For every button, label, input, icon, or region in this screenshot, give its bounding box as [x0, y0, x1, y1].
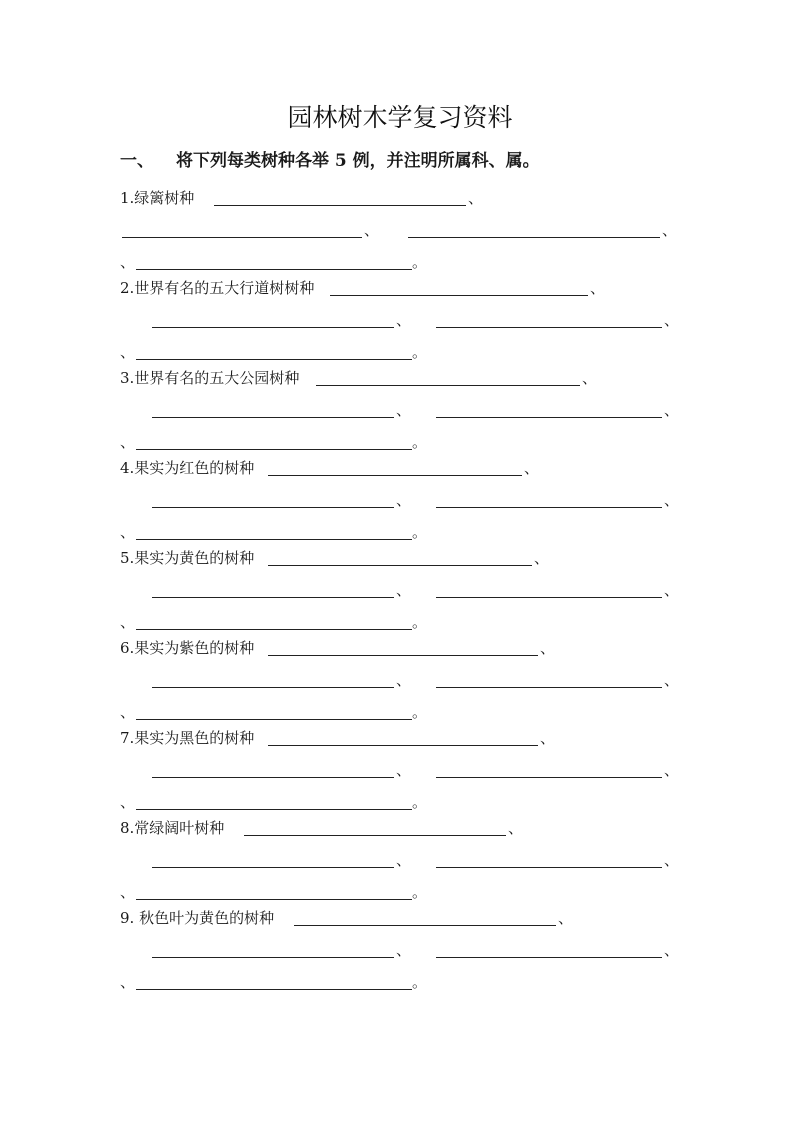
answer-blank-9-2[interactable] [152, 957, 394, 958]
separator-comma: 、 [590, 279, 606, 297]
separator-comma: 、 [664, 311, 680, 329]
separator-comma: 、 [664, 401, 680, 419]
answer-blank-9-4[interactable] [136, 989, 412, 990]
separator-comma: 、 [540, 639, 556, 657]
separator-comma: 、 [558, 909, 574, 927]
separator-period: 。 [412, 433, 428, 451]
separator-comma: 、 [540, 729, 556, 747]
answer-blank-7-4[interactable] [136, 809, 412, 810]
separator-period: 。 [412, 523, 428, 541]
answer-blank-5-3[interactable] [436, 597, 662, 598]
separator-comma: 、 [120, 793, 136, 811]
answer-blank-8-1[interactable] [244, 835, 506, 836]
separator-comma: 、 [534, 549, 550, 567]
separator-period: 。 [412, 883, 428, 901]
question-label-3: 3.世界有名的五大公园树种 [120, 369, 300, 387]
separator-period: 。 [412, 613, 428, 631]
answer-blank-7-2[interactable] [152, 777, 394, 778]
section-number: 一、 [120, 151, 154, 171]
answer-blank-4-2[interactable] [152, 507, 394, 508]
answer-blank-2-4[interactable] [136, 359, 412, 360]
separator-comma: 、 [120, 433, 136, 451]
separator-comma: 、 [664, 491, 680, 509]
answer-blank-4-3[interactable] [436, 507, 662, 508]
separator-period: 。 [412, 253, 428, 271]
separator-comma: 、 [664, 761, 680, 779]
answer-blank-1-2[interactable] [122, 237, 362, 238]
question-label-8: 8.常绿阔叶树种 [120, 819, 225, 837]
answer-blank-8-2[interactable] [152, 867, 394, 868]
answer-blank-6-2[interactable] [152, 687, 394, 688]
separator-comma: 、 [396, 581, 412, 599]
separator-comma: 、 [120, 883, 136, 901]
answer-blank-1-1[interactable] [214, 205, 466, 206]
separator-period: 。 [412, 343, 428, 361]
question-label-4: 4.果实为红色的树种 [120, 459, 255, 477]
separator-comma: 、 [664, 671, 680, 689]
separator-comma: 、 [120, 523, 136, 541]
question-label-9: 9. 秋色叶为黄色的树种 [120, 909, 275, 927]
separator-comma: 、 [120, 973, 136, 991]
question-label-6: 6.果实为紫色的树种 [120, 639, 255, 657]
answer-blank-8-4[interactable] [136, 899, 412, 900]
separator-comma: 、 [396, 851, 412, 869]
answer-blank-2-3[interactable] [436, 327, 662, 328]
separator-comma: 、 [364, 221, 380, 239]
answer-blank-1-3[interactable] [408, 237, 660, 238]
separator-comma: 、 [120, 613, 136, 631]
separator-comma: 、 [582, 369, 598, 387]
separator-comma: 、 [396, 941, 412, 959]
answer-blank-5-2[interactable] [152, 597, 394, 598]
separator-comma: 、 [120, 253, 136, 271]
separator-comma: 、 [396, 401, 412, 419]
answer-blank-7-1[interactable] [268, 745, 538, 746]
separator-comma: 、 [120, 703, 136, 721]
separator-comma: 、 [664, 941, 680, 959]
answer-blank-3-2[interactable] [152, 417, 394, 418]
separator-comma: 、 [396, 311, 412, 329]
answer-blank-5-4[interactable] [136, 629, 412, 630]
section-heading [120, 146, 540, 176]
answer-blank-7-3[interactable] [436, 777, 662, 778]
section-instruction: 将下列每类树种各举 5 例，并注明所属科、属。 [176, 151, 540, 171]
separator-comma: 、 [468, 189, 484, 207]
separator-comma: 、 [396, 491, 412, 509]
separator-comma: 、 [508, 819, 524, 837]
answer-blank-3-1[interactable] [316, 385, 580, 386]
separator-comma: 、 [662, 221, 678, 239]
separator-comma: 、 [396, 761, 412, 779]
answer-blank-9-1[interactable] [294, 925, 556, 926]
separator-period: 。 [412, 703, 428, 721]
answer-blank-3-4[interactable] [136, 449, 412, 450]
answer-blank-5-1[interactable] [268, 565, 532, 566]
answer-blank-3-3[interactable] [436, 417, 662, 418]
separator-comma: 、 [664, 851, 680, 869]
answer-blank-9-3[interactable] [436, 957, 662, 958]
separator-comma: 、 [120, 343, 136, 361]
separator-comma: 、 [396, 671, 412, 689]
question-label-1: 1.绿篱树种 [120, 189, 195, 207]
answer-blank-1-4[interactable] [136, 269, 412, 270]
page-title: 园林树木学复习资料 [287, 103, 513, 132]
answer-blank-8-3[interactable] [436, 867, 662, 868]
separator-period: 。 [412, 793, 428, 811]
question-label-2: 2.世界有名的五大行道树树种 [120, 279, 315, 297]
answer-blank-4-4[interactable] [136, 539, 412, 540]
answer-blank-2-2[interactable] [152, 327, 394, 328]
separator-comma: 、 [524, 459, 540, 477]
answer-blank-6-4[interactable] [136, 719, 412, 720]
separator-period: 。 [412, 973, 428, 991]
answer-blank-6-1[interactable] [268, 655, 538, 656]
answer-blank-6-3[interactable] [436, 687, 662, 688]
answer-blank-2-1[interactable] [330, 295, 588, 296]
answer-blank-4-1[interactable] [268, 475, 522, 476]
question-label-5: 5.果实为黄色的树种 [120, 549, 255, 567]
separator-comma: 、 [664, 581, 680, 599]
question-label-7: 7.果实为黑色的树种 [120, 729, 255, 747]
